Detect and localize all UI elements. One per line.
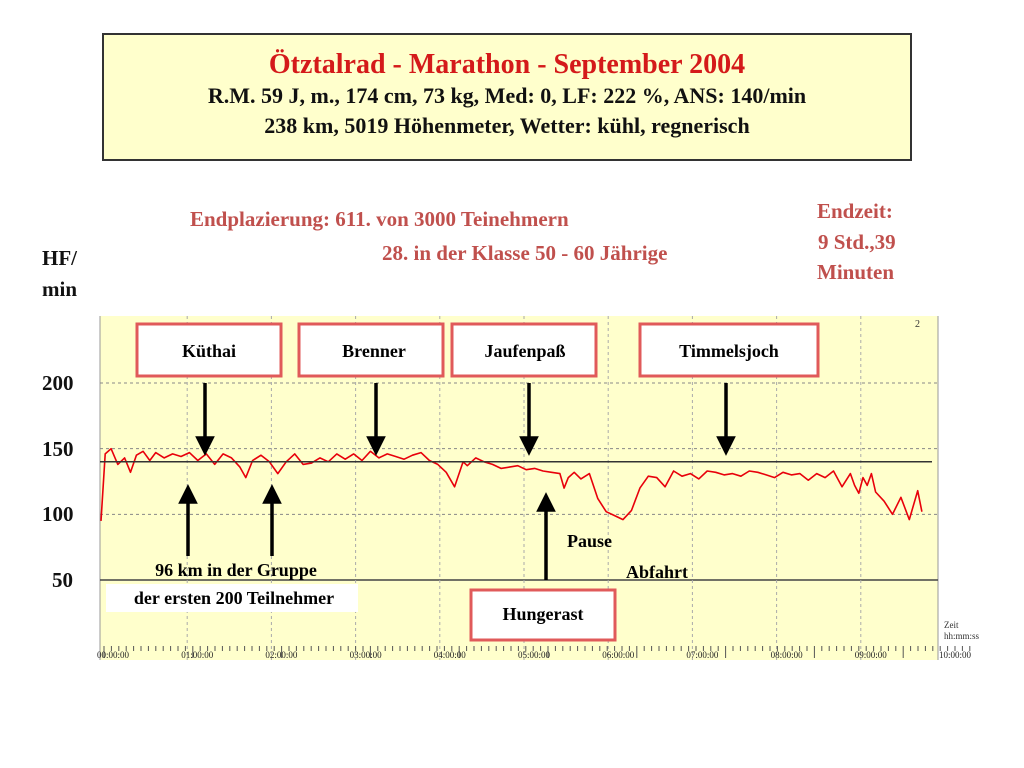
x-tick-label: 07:00:00 — [686, 650, 719, 660]
x-tick-label: 02:00:00 — [265, 650, 298, 660]
y-tick-150: 150 — [42, 436, 74, 461]
x-tick-label: 00:00:00 — [96, 650, 130, 660]
endzeit-value: 9 Std.,39 — [818, 230, 896, 254]
y-axis-label-hf: HF/ — [42, 246, 77, 270]
pause-label: Pause — [567, 531, 612, 551]
race-info: 238 km, 5019 Höhenmeter, Wetter: kühl, regnerisch — [264, 113, 750, 138]
x-tick-label: 03:00:00 — [349, 650, 382, 660]
label-timmelsjoch: Timmelsjoch — [679, 341, 779, 361]
x-tick-label: 05:00:00 — [517, 650, 551, 660]
endzeit-label: Endzeit: — [817, 199, 893, 223]
x-tick-label: 04:00:00 — [433, 650, 466, 660]
y-axis-label-min: min — [42, 277, 78, 301]
endzeit-unit: Minuten — [817, 260, 895, 284]
label-jaufenpass: Jaufenpaß — [484, 341, 566, 361]
class-rank-text: 28. in der Klasse 50 - 60 Jährige — [382, 241, 668, 265]
y-tick-200: 200 — [42, 371, 74, 395]
x-axis-label-format: hh:mm:ss — [944, 631, 980, 641]
y-tick-100: 100 — [42, 502, 74, 527]
x-tick-label: 06:00:00 — [602, 650, 635, 660]
athlete-info: R.M. 59 J, m., 174 cm, 73 kg, Med: 0, LF: 222 %, ANS: 140/min — [207, 83, 807, 108]
y-tick-50: 50 — [52, 568, 73, 592]
label-hungerast: Hungerast — [502, 604, 584, 624]
top-annotations — [137, 324, 818, 376]
x-axis-label-zeit: Zeit — [944, 620, 959, 630]
page-title: Ötztalrad - Marathon - September 2004 — [268, 49, 746, 80]
x-tick-label: 08:00:00 — [770, 650, 803, 660]
corner-label: 2 — [915, 319, 920, 330]
x-tick-label: 09:00:00 — [854, 650, 887, 660]
label-kuethai: Küthai — [181, 341, 237, 361]
group-note-line1: 96 km in der Gruppe — [155, 560, 317, 580]
placement-text: Endplazierung: 611. von 3000 Teinehmern — [190, 207, 569, 231]
group-note-line2: der ersten 200 Teilnehmer — [133, 588, 335, 608]
x-tick-label: 01:00:00 — [181, 650, 214, 660]
label-brenner: Brenner — [342, 341, 406, 361]
x-tick-label: 10:00:00 — [938, 650, 972, 660]
abfahrt-label: Abfahrt — [626, 562, 688, 582]
